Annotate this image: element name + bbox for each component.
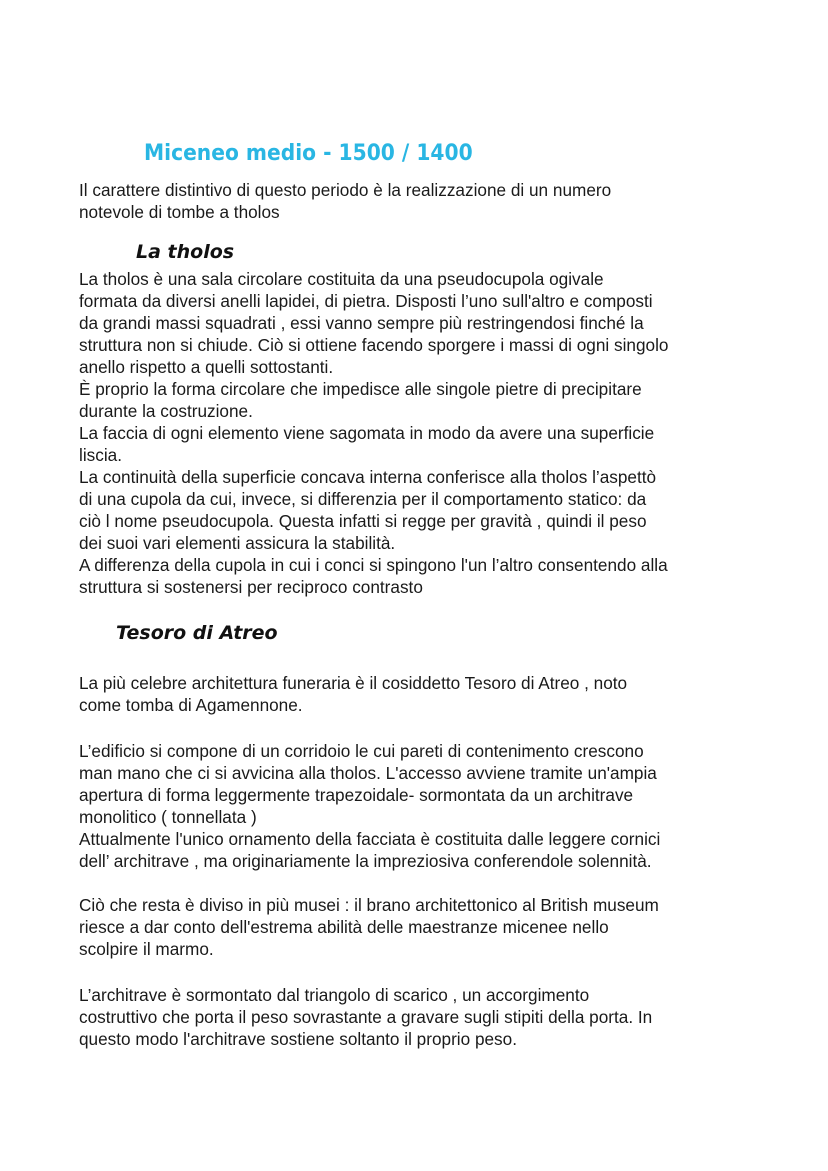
- atreo-paragraph-4: L’architrave è sormontato dal triangolo di scarico , un accorgimento costruttivo che porta il peso sovrastante a gravare sugli stipiti della porta. In questo modo l'architrave sostiene soltanto il proprio peso.: [79, 985, 653, 1049]
- page-title: Miceneo medio - 1500 / 1400: [144, 141, 473, 166]
- tholos-paragraph: La tholos è una sala circolare costituita da una pseudocupola ogivale formata da diversi anelli lapidei, di pietra. Disposti l’uno sull'altro e composti da grandi massi squadrati , essi vanno sempre più restringendosi finché la struttura non si chiude. Ciò si ottiene facendo sporgere i massi di ogni singolo anello rispetto a quelli sottostanti. È proprio la forma circolare che impedisce alle singole pietre di precipitare durante la costruzione. La faccia di ogni elemento viene sagomata in modo da avere una superficie liscia. La continuità della superficie concava interna conferisce alla tholos l’aspettò di una cupola da cui, invece, si differenzia per il comportamento statico: da ciò l nome pseudocupola. Questa infatti si regge per gravità , quindi il peso dei suoi vari elementi assicura la stabilità. A differenza della cupola in cui i conci si spingono l'un l’altro consentendo alla struttura si sostenersi per reciproco contrasto: [79, 269, 669, 597]
- atreo-paragraph-3: Ciò che resta è diviso in più musei : il brano architettonico al British museum riesce a dar conto dell'estrema abilità delle maestranze micenee nello scolpire il marmo.: [79, 895, 659, 959]
- atreo-paragraph-1: La più celebre architettura funeraria è il cosiddetto Tesoro di Atreo , noto come tomba di Agamennone.: [79, 673, 628, 715]
- heading-tholos: La tholos: [136, 241, 235, 263]
- intro-paragraph: Il carattere distintivo di questo periodo è la realizzazione di un numero notevole di tombe a tholos: [79, 180, 612, 222]
- heading-tesoro-di-atreo: Tesoro di Atreo: [116, 622, 278, 644]
- atreo-paragraph-2: L’edificio si compone di un corridoio le cui pareti di contenimento crescono man mano che ci si avvicina alla tholos. L'accesso avviene tramite un'ampia apertura di forma leggermente trapezoidale- sormontata da un architrave monolitico ( tonnellata ) Attualmente l'unico ornamento della facciata è costituita dalle leggere cornici dell’ architrave , ma originariamente la impreziosiva conferendole solennità.: [79, 741, 661, 871]
